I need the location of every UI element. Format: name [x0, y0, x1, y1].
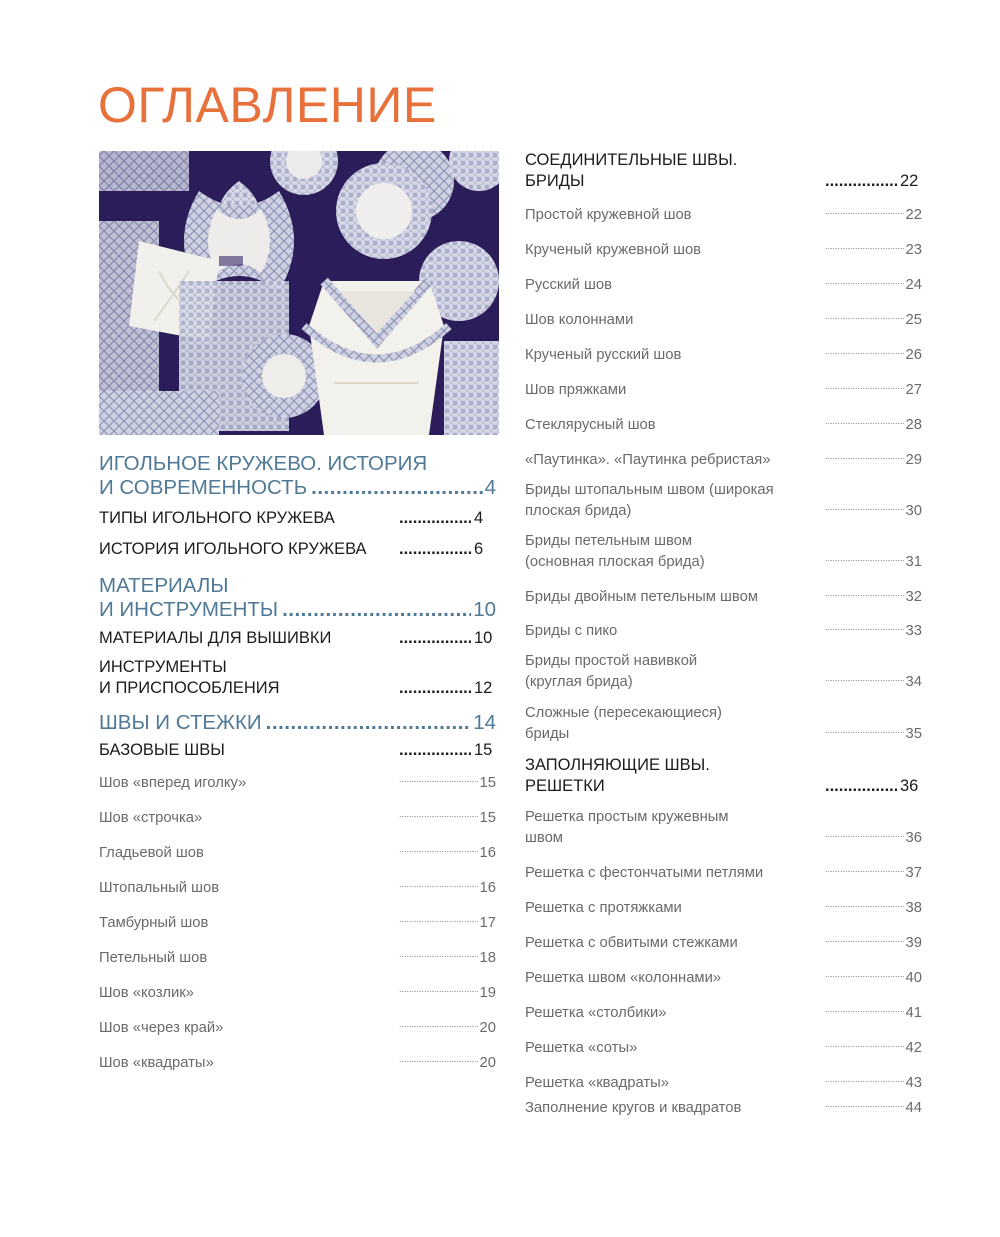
toc-left-column [99, 452, 496, 1074]
toc-item-entry[interactable] [525, 1034, 922, 1059]
toc-page-number: 36 [905, 830, 922, 846]
toc-right-column [525, 150, 922, 1119]
dot-leader [399, 769, 478, 790]
toc-page-number: 15 [479, 810, 496, 826]
dot-leader [825, 236, 904, 257]
toc-section-entry[interactable] [525, 755, 922, 797]
toc-item-entry[interactable] [99, 909, 496, 934]
dot-leader [825, 1034, 904, 1055]
toc-item-entry[interactable] [525, 703, 922, 745]
toc-section-entry[interactable] [99, 539, 496, 560]
toc-page-number: 42 [905, 1040, 922, 1056]
toc-entry-label: Шов колоннами [525, 312, 634, 328]
toc-page-number: 20 [479, 1020, 496, 1036]
toc-page-number: 19 [479, 985, 496, 1001]
toc-entry-label: Решетка «квадраты» [525, 1075, 670, 1091]
toc-entry-label: Заполнение кругов и квадратов [525, 1100, 742, 1116]
toc-item-entry[interactable] [525, 1069, 922, 1094]
toc-item-entry[interactable] [525, 411, 922, 436]
toc-entry-label: Решетка «соты» [525, 1040, 638, 1056]
toc-page-number: 4 [484, 476, 496, 499]
toc-entry-label: Решетка с фестончатыми петлями [525, 865, 764, 881]
toc-chapter-title-line2: И ИНСТРУМЕНТЫ [99, 598, 279, 621]
dot-leader [399, 678, 471, 699]
toc-item-entry[interactable] [525, 1094, 922, 1119]
toc-item-entry[interactable] [525, 859, 922, 884]
dot-leader [825, 776, 897, 797]
lace-doilies-photo [99, 151, 499, 435]
toc-entry-label: МАТЕРИАЛЫ ДЛЯ ВЫШИВКИ [99, 629, 332, 647]
toc-page-number: 31 [905, 554, 922, 570]
dot-leader [399, 979, 478, 1000]
toc-item-entry[interactable] [99, 944, 496, 969]
toc-entry-label: Шов «козлик» [99, 985, 194, 1001]
dot-leader [399, 804, 478, 825]
toc-page-number: 28 [905, 417, 922, 433]
toc-entry-label: Штопальный шов [99, 880, 220, 896]
toc-item-entry[interactable] [99, 874, 496, 899]
dot-leader [825, 583, 904, 604]
toc-chapter-title-line1: ИГОЛЬНОЕ КРУЖЕВО. ИСТОРИЯ [99, 452, 428, 475]
dot-leader [825, 1094, 904, 1115]
toc-item-entry[interactable] [525, 480, 922, 522]
toc-item-entry[interactable] [525, 894, 922, 919]
toc-page-number: 33 [905, 623, 922, 639]
dot-leader [399, 740, 471, 761]
toc-entry-label: Бриды с пико [525, 623, 618, 639]
toc-entry-label: «Паутинка». «Паутинка ребристая» [525, 452, 771, 468]
dot-leader [825, 999, 904, 1020]
dot-leader [825, 271, 904, 292]
toc-item-entry[interactable] [525, 583, 922, 608]
toc-chapter-heading[interactable] [99, 574, 496, 622]
dot-leader [399, 944, 478, 965]
toc-page-number: 15 [474, 741, 493, 759]
toc-entry-label: Шов «строчка» [99, 810, 203, 826]
toc-entry-label: Шов «через край» [99, 1020, 224, 1036]
toc-page-number: 26 [905, 347, 922, 363]
lace-photo-illustration [99, 151, 499, 435]
toc-item-entry[interactable] [525, 531, 922, 573]
dot-leader [825, 376, 904, 397]
toc-page-number: 18 [479, 950, 496, 966]
toc-page-number: 22 [900, 172, 919, 190]
dot-leader [825, 171, 897, 192]
toc-page-number: 15 [479, 775, 496, 791]
toc-entry-label: Бриды двойным петельным швом [525, 589, 758, 605]
dot-leader [825, 446, 904, 467]
toc-page-number: 44 [905, 1100, 922, 1116]
toc-chapter-heading[interactable] [99, 452, 496, 500]
toc-page-number: 25 [905, 312, 922, 328]
toc-entry-label: БАЗОВЫЕ ШВЫ [99, 741, 225, 759]
toc-page-number: 36 [900, 777, 919, 795]
toc-section-entry[interactable] [99, 657, 496, 699]
dot-leader [266, 711, 472, 735]
toc-page-number: 24 [905, 277, 922, 293]
toc-entry-label: Сложные (пересекающиеся) бриды [525, 705, 722, 742]
toc-page-number: 10 [474, 629, 493, 647]
toc-item-entry[interactable] [525, 999, 922, 1024]
dot-leader [825, 668, 904, 689]
toc-item-entry[interactable] [525, 201, 922, 226]
dot-leader [399, 874, 478, 895]
dot-leader [825, 497, 904, 518]
toc-page-number: 12 [474, 679, 493, 697]
toc-page-number: 16 [479, 845, 496, 861]
toc-entry-label: ИНСТРУМЕНТЫ И ПРИСПОСОБЛЕНИЯ [99, 658, 280, 697]
toc-page-number: 10 [473, 598, 496, 621]
dot-leader [399, 839, 478, 860]
toc-chapter-heading[interactable] [99, 711, 496, 735]
toc-entry-label: Гладьевой шов [99, 845, 204, 861]
toc-page-number: 17 [479, 915, 496, 931]
dot-leader [825, 720, 904, 741]
toc-page-number: 4 [474, 509, 484, 527]
dot-leader [825, 894, 904, 915]
toc-entry-label: Крученый кружевной шов [525, 242, 702, 258]
toc-entry-label: Бриды штопальным швом (широкая плоская брида) [525, 482, 774, 519]
toc-item-entry[interactable] [525, 341, 922, 366]
toc-entry-label: Решетка с протяжками [525, 900, 682, 916]
dot-leader [825, 341, 904, 362]
toc-page-number: 27 [905, 382, 922, 398]
toc-entry-label: Решетка простым кружевным швом [525, 809, 729, 846]
toc-chapter-title-line2: ШВЫ И СТЕЖКИ [99, 711, 262, 734]
toc-page-number: 29 [905, 452, 922, 468]
toc-page-number: 6 [474, 540, 484, 558]
toc-entry-label: Шов «квадраты» [99, 1055, 214, 1071]
toc-page-number: 34 [905, 674, 922, 690]
toc-item-entry[interactable] [99, 1014, 496, 1039]
toc-entry-label: Решетка швом «колоннами» [525, 970, 722, 986]
dot-leader [825, 411, 904, 432]
toc-page-number: 38 [905, 900, 922, 916]
dot-leader [825, 1069, 904, 1090]
dot-leader [399, 539, 471, 560]
dot-leader [399, 1049, 478, 1070]
toc-chapter-title-line1: МАТЕРИАЛЫ [99, 574, 229, 597]
toc-page-number: 23 [905, 242, 922, 258]
toc-entry-label: ЗАПОЛНЯЮЩИЕ ШВЫ. РЕШЕТКИ [525, 756, 710, 795]
toc-entry-label: Решетка с обвитыми стежками [525, 935, 738, 951]
toc-entry-label: СОЕДИНИТЕЛЬНЫЕ ШВЫ. БРИДЫ [525, 151, 738, 190]
dot-leader [825, 548, 904, 569]
toc-section-entry[interactable] [99, 740, 496, 761]
toc-entry-label: Шов «вперед иголку» [99, 775, 247, 791]
toc-entry-label: Петельный шов [99, 950, 208, 966]
toc-entry-label: Простой кружевной шов [525, 207, 692, 223]
dot-leader [311, 476, 482, 500]
dot-leader [825, 824, 904, 845]
dot-leader [282, 598, 471, 622]
toc-page-number: 39 [905, 935, 922, 951]
toc-page-number: 32 [905, 589, 922, 605]
toc-item-entry[interactable] [525, 306, 922, 331]
toc-page-number: 16 [479, 880, 496, 896]
toc-item-entry[interactable] [99, 839, 496, 864]
toc-section-entry[interactable] [99, 628, 496, 649]
toc-item-entry[interactable] [525, 807, 922, 849]
toc-page-number: 41 [905, 1005, 922, 1021]
toc-item-entry[interactable] [99, 1049, 496, 1074]
toc-section-entry[interactable] [99, 508, 496, 529]
toc-item-entry[interactable] [99, 979, 496, 1004]
toc-item-entry[interactable] [525, 929, 922, 954]
toc-item-entry[interactable] [525, 271, 922, 296]
dot-leader [399, 1014, 478, 1035]
toc-item-entry[interactable] [525, 446, 922, 471]
toc-page-number: 20 [479, 1055, 496, 1071]
dot-leader [399, 909, 478, 930]
page-title: ОГЛАВЛЕНИЕ [98, 77, 437, 133]
toc-item-entry[interactable] [525, 617, 922, 642]
toc-page-number: 37 [905, 865, 922, 881]
dot-leader [825, 201, 904, 222]
toc-section-entry[interactable] [525, 150, 922, 192]
toc-entry-label: Русский шов [525, 277, 612, 293]
toc-entry-label: Бриды петельным швом (основная плоская брида) [525, 533, 705, 570]
toc-item-entry[interactable] [99, 769, 496, 794]
toc-chapter-title-line2: И СОВРЕМЕННОСТЬ [99, 476, 308, 499]
toc-page-number: 14 [473, 711, 496, 734]
dot-leader [825, 929, 904, 950]
toc-page-number: 30 [905, 503, 922, 519]
toc-entry-label: Шов пряжками [525, 382, 627, 398]
toc-entry-label: Решетка «столбики» [525, 1005, 667, 1021]
toc-item-entry[interactable] [525, 651, 922, 693]
toc-item-entry[interactable] [525, 964, 922, 989]
dot-leader [825, 617, 904, 638]
toc-entry-label: ТИПЫ ИГОЛЬНОГО КРУЖЕВА [99, 509, 335, 527]
toc-item-entry[interactable] [99, 804, 496, 829]
toc-page-number: 22 [905, 207, 922, 223]
dot-leader [825, 964, 904, 985]
toc-page-number: 43 [905, 1075, 922, 1091]
toc-entry-label: Тамбурный шов [99, 915, 209, 931]
toc-item-entry[interactable] [525, 236, 922, 261]
toc-entry-label: Крученый русский шов [525, 347, 682, 363]
toc-entry-label: ИСТОРИЯ ИГОЛЬНОГО КРУЖЕВА [99, 540, 367, 558]
toc-page-number: 40 [905, 970, 922, 986]
dot-leader [825, 859, 904, 880]
dot-leader [399, 508, 471, 529]
toc-item-entry[interactable] [525, 376, 922, 401]
toc-entry-label: Стеклярусный шов [525, 417, 656, 433]
toc-entry-label: Бриды простой навивкой (круглая брида) [525, 653, 698, 690]
dot-leader [825, 306, 904, 327]
dot-leader [399, 628, 471, 649]
toc-page-number: 35 [905, 726, 922, 742]
